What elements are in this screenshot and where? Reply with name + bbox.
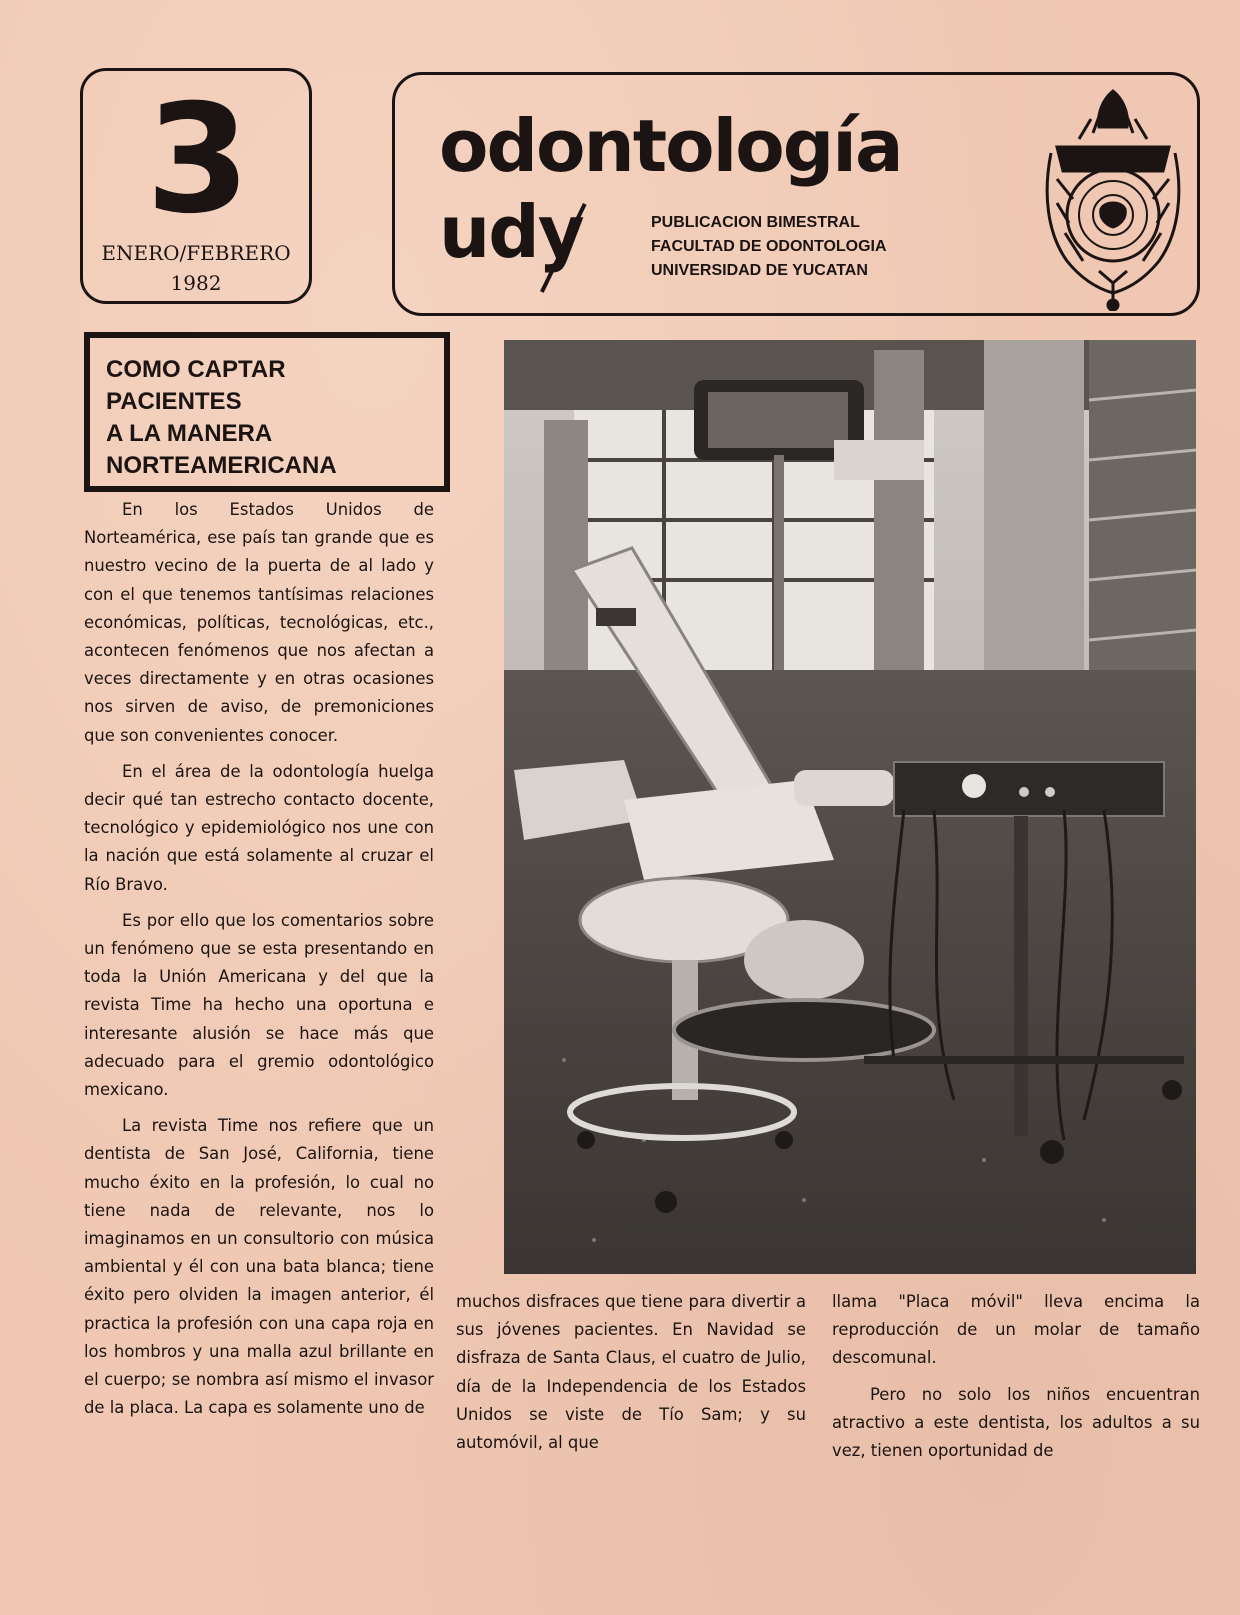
university-seal-icon bbox=[1043, 83, 1183, 311]
issue-box bbox=[80, 68, 312, 304]
paragraph: La revista Time nos refiere que un dentista de San José, California, tiene mucho éxito en la profesión, lo cual no tiene nada de relevante, nos lo imaginamos en un consultorio con música ambiental y él con una bata blanca; tiene éxito pero olviden la imagen anterior, él practica la profesión con una capa roja en los hombros y una malla azul brillante en el cuerpo; se nombra así mismo el invasor de la placa. La capa es solamente uno de bbox=[84, 1116, 434, 1418]
masthead-title: odontología bbox=[439, 104, 902, 188]
issue-date-line2: 1982 bbox=[170, 271, 222, 295]
masthead-line-1: PUBLICACION BIMESTRAL bbox=[651, 214, 860, 231]
paragraph: llama "Placa móvil" lleva encima la reproducción de un molar de tamaño descomunal. bbox=[832, 1292, 1200, 1368]
paragraph: muchos disfraces que tiene para divertir a sus jóvenes pacientes. En Navidad se disfraza de Santa Claus, el cuatro de Julio, día de la Independencia de los Estados Unidos se viste de Tío Sam; y su automóvil, al que bbox=[456, 1292, 806, 1453]
dental-chair-photo bbox=[504, 340, 1196, 1274]
masthead-line-3: UNIVERSIDAD DE YUCATAN bbox=[651, 262, 868, 279]
paragraph: Pero no solo los niños encuentran atractivo a este dentista, los adultos a su vez, tienen oportunidad de bbox=[832, 1384, 1200, 1461]
masthead-lines bbox=[651, 211, 887, 283]
headline-line-3: A LA MANERA bbox=[106, 420, 273, 447]
article-column-1 bbox=[84, 496, 434, 1423]
issue-number: 3 bbox=[145, 73, 247, 247]
paragraph: En los Estados Unidos de Norteamérica, ese país tan grande que es nuestro vecino de la puerta de al lado y con el que tenemos tantísimas relaciones económicas, políticas, tecnológicas, etc., acontecen fenómenos que nos afectan a veces directamente y en otras ocasiones nos sirven de aviso, de premoniciones que son convenientes conocer. bbox=[84, 500, 434, 745]
headline-box bbox=[84, 332, 450, 492]
masthead-sub: udy bbox=[439, 190, 583, 274]
article-column-2 bbox=[456, 1288, 806, 1457]
headline-line-1: COMO CAPTAR bbox=[106, 356, 286, 383]
headline-line-4: NORTEAMERICANA bbox=[106, 452, 337, 479]
masthead-line-2: FACULTAD DE ODONTOLOGIA bbox=[651, 238, 887, 255]
paragraph: En el área de la odontología huelga decir qué tan estrecho contacto docente, tecnológico y epidemiológico nos une con la nación que está solamente al cruzar el Río Bravo. bbox=[84, 761, 434, 894]
dental-chair-illustration bbox=[504, 340, 1196, 1274]
article-column-3 bbox=[832, 1288, 1200, 1465]
issue-date-line1: ENERO/FEBRERO bbox=[101, 241, 291, 265]
headline-line-2: PACIENTES bbox=[106, 388, 242, 415]
masthead bbox=[392, 72, 1200, 316]
paragraph: Es por ello que los comentarios sobre un fenómeno que se esta presentando en toda la Unión Americana y del que la revista Time ha hecho una oportuna e interesante alusión se hace más que adecuado para el gremio odontológico mexicano. bbox=[84, 910, 434, 1100]
